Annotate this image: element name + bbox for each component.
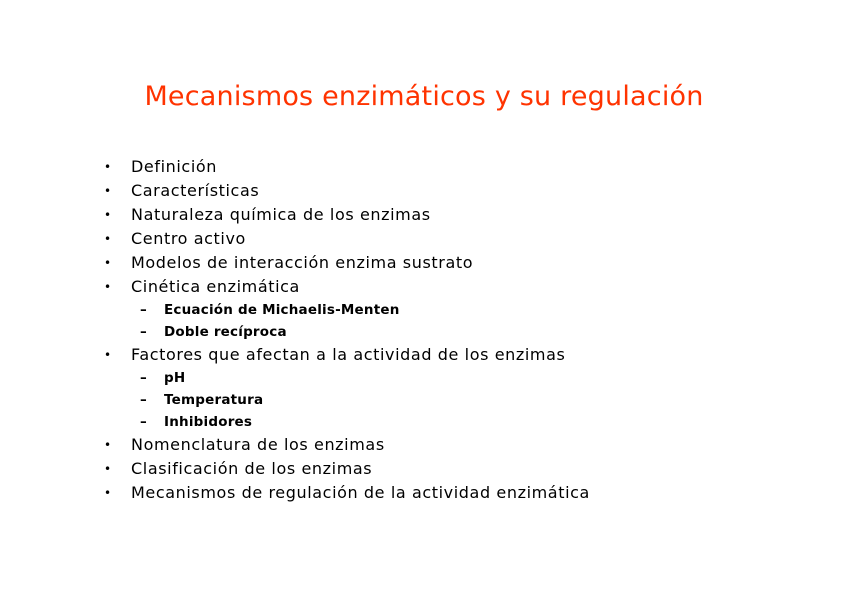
dash-icon: –: [140, 414, 147, 430]
list-item-label: Centro activo: [131, 229, 246, 248]
bullet-icon: •: [104, 184, 112, 198]
list-item-label: Clasificación de los enzimas: [131, 459, 373, 478]
bullet-icon: •: [104, 438, 112, 452]
list-item-label: Naturaleza química de los enzimas: [131, 205, 431, 224]
bullet-icon: •: [104, 208, 112, 222]
list-item-label: Mecanismos de regulación de la actividad enzimática: [131, 483, 590, 502]
bullet-icon: •: [104, 348, 112, 362]
sub-list-item-label: Ecuación de Michaelis-Menten: [164, 302, 400, 318]
bullet-icon: •: [104, 256, 112, 270]
sub-list-item-label: Temperatura: [164, 392, 264, 408]
list-item-label: Modelos de interacción enzima sustrato: [131, 253, 474, 272]
list-item-label: Características: [131, 181, 260, 200]
list-item-label: Definición: [131, 157, 217, 176]
bullet-icon: •: [104, 486, 112, 500]
dash-icon: –: [140, 370, 147, 386]
bullet-icon: •: [104, 160, 112, 174]
sub-list-item-label: Doble recíproca: [164, 324, 287, 340]
dash-icon: –: [140, 302, 147, 318]
sub-list-item-label: Inhibidores: [164, 414, 253, 430]
dash-icon: –: [140, 324, 147, 340]
bullet-icon: •: [104, 462, 112, 476]
bullet-icon: •: [104, 280, 112, 294]
sub-list-item-label: pH: [164, 370, 186, 386]
bullet-icon: •: [104, 232, 112, 246]
list-item-label: Nomenclatura de los enzimas: [131, 435, 385, 454]
list-item-label: Factores que afectan a la actividad de los enzimas: [131, 345, 566, 364]
list-item-label: Cinética enzimática: [131, 277, 300, 296]
dash-icon: –: [140, 392, 147, 408]
slide-title: Mecanismos enzimáticos y su regulación: [144, 81, 704, 112]
